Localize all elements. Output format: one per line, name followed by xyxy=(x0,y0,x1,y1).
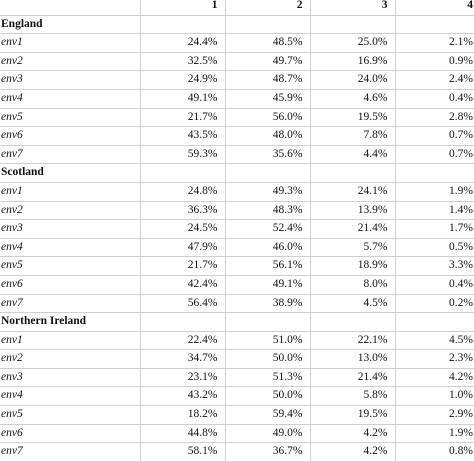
value-cell-col-3: 24.1% xyxy=(310,182,395,201)
value-cell-col-4: 0.5% xyxy=(395,238,474,257)
table-row xyxy=(0,34,474,53)
value-cell-col-3: 4.6% xyxy=(310,89,395,108)
value-cell-col-1: 34.7% xyxy=(140,350,225,369)
value-cell-col-4: 1.0% xyxy=(395,387,474,406)
value-cell-col-3: 13.9% xyxy=(310,201,395,220)
table-row xyxy=(0,127,474,146)
table-row xyxy=(0,89,474,108)
value-cell-col-4: 0.8% xyxy=(395,443,474,461)
value-cell-col-2: 50.0% xyxy=(225,350,310,369)
value-cell-col-3: 4.2% xyxy=(310,424,395,443)
table-row xyxy=(0,350,474,369)
row-label: env7 xyxy=(0,294,140,313)
group-blank-cell xyxy=(140,313,225,332)
group-name: Northern Ireland xyxy=(0,313,140,332)
group-blank-cell xyxy=(310,164,395,183)
value-cell-col-2: 56.0% xyxy=(225,108,310,127)
value-cell-col-1: 24.4% xyxy=(140,34,225,53)
value-cell-col-3: 21.4% xyxy=(310,220,395,239)
header-cell-label xyxy=(0,0,140,15)
table-row xyxy=(0,220,474,239)
group-blank-cell xyxy=(310,15,395,34)
value-cell-col-3: 22.1% xyxy=(310,331,395,350)
group-header-row xyxy=(0,15,474,34)
row-label: env3 xyxy=(0,71,140,90)
value-cell-col-2: 48.5% xyxy=(225,34,310,53)
value-cell-col-4: 0.7% xyxy=(395,145,474,164)
table-header xyxy=(0,0,474,15)
group-header-row xyxy=(0,313,474,332)
value-cell-col-4: 0.2% xyxy=(395,294,474,313)
table-row xyxy=(0,443,474,461)
value-cell-col-1: 22.4% xyxy=(140,331,225,350)
row-label: env2 xyxy=(0,350,140,369)
header-cell-col-4: 4 xyxy=(395,0,474,15)
value-cell-col-1: 24.8% xyxy=(140,182,225,201)
value-cell-col-4: 2.9% xyxy=(395,406,474,425)
group-header-row xyxy=(0,164,474,183)
row-label: env5 xyxy=(0,257,140,276)
value-cell-col-4: 4.2% xyxy=(395,368,474,387)
value-cell-col-3: 5.7% xyxy=(310,238,395,257)
value-cell-col-2: 52.4% xyxy=(225,220,310,239)
value-cell-col-2: 36.7% xyxy=(225,443,310,461)
value-cell-col-4: 2.4% xyxy=(395,71,474,90)
value-cell-col-3: 4.2% xyxy=(310,443,395,461)
table-body xyxy=(0,15,474,461)
group-blank-cell xyxy=(225,164,310,183)
row-label: env3 xyxy=(0,220,140,239)
value-cell-col-4: 0.4% xyxy=(395,275,474,294)
value-cell-col-1: 49.1% xyxy=(140,89,225,108)
value-cell-col-3: 4.4% xyxy=(310,145,395,164)
value-cell-col-3: 19.5% xyxy=(310,108,395,127)
group-blank-cell xyxy=(140,164,225,183)
value-cell-col-2: 51.3% xyxy=(225,368,310,387)
table-row xyxy=(0,275,474,294)
table-row xyxy=(0,145,474,164)
value-cell-col-4: 2.1% xyxy=(395,34,474,53)
row-label: env4 xyxy=(0,387,140,406)
value-cell-col-4: 3.3% xyxy=(395,257,474,276)
row-label: env3 xyxy=(0,368,140,387)
table-row xyxy=(0,331,474,350)
row-label: env6 xyxy=(0,127,140,146)
group-blank-cell xyxy=(395,313,474,332)
row-label: env6 xyxy=(0,275,140,294)
value-cell-col-4: 2.8% xyxy=(395,108,474,127)
value-cell-col-1: 58.1% xyxy=(140,443,225,461)
value-cell-col-2: 50.0% xyxy=(225,387,310,406)
value-cell-col-2: 49.0% xyxy=(225,424,310,443)
value-cell-col-3: 7.8% xyxy=(310,127,395,146)
value-cell-col-1: 32.5% xyxy=(140,52,225,71)
row-label: env1 xyxy=(0,182,140,201)
value-cell-col-1: 47.9% xyxy=(140,238,225,257)
value-cell-col-4: 1.4% xyxy=(395,201,474,220)
header-cell-col-2: 2 xyxy=(225,0,310,15)
header-row xyxy=(0,0,474,15)
table-row xyxy=(0,238,474,257)
value-cell-col-2: 59.4% xyxy=(225,406,310,425)
table-row xyxy=(0,294,474,313)
value-cell-col-3: 19.5% xyxy=(310,406,395,425)
row-label: env4 xyxy=(0,89,140,108)
table-row xyxy=(0,424,474,443)
value-cell-col-2: 46.0% xyxy=(225,238,310,257)
value-cell-col-3: 5.8% xyxy=(310,387,395,406)
table-row xyxy=(0,52,474,71)
value-cell-col-2: 56.1% xyxy=(225,257,310,276)
row-label: env1 xyxy=(0,331,140,350)
table-row xyxy=(0,257,474,276)
value-cell-col-1: 56.4% xyxy=(140,294,225,313)
row-label: env2 xyxy=(0,52,140,71)
table-row xyxy=(0,108,474,127)
value-cell-col-4: 0.4% xyxy=(395,89,474,108)
value-cell-col-3: 24.0% xyxy=(310,71,395,90)
value-cell-col-2: 35.6% xyxy=(225,145,310,164)
value-cell-col-4: 0.7% xyxy=(395,127,474,146)
value-cell-col-4: 1.9% xyxy=(395,424,474,443)
row-label: env7 xyxy=(0,443,140,461)
group-blank-cell xyxy=(225,313,310,332)
value-cell-col-2: 51.0% xyxy=(225,331,310,350)
value-cell-col-1: 59.3% xyxy=(140,145,225,164)
header-cell-col-1: 1 xyxy=(140,0,225,15)
value-cell-col-4: 0.9% xyxy=(395,52,474,71)
value-cell-col-2: 38.9% xyxy=(225,294,310,313)
value-cell-col-4: 1.7% xyxy=(395,220,474,239)
value-cell-col-1: 23.1% xyxy=(140,368,225,387)
header-cell-col-3: 3 xyxy=(310,0,395,15)
value-cell-col-4: 1.9% xyxy=(395,182,474,201)
value-cell-col-2: 45.9% xyxy=(225,89,310,108)
table-row xyxy=(0,201,474,220)
value-cell-col-2: 48.0% xyxy=(225,127,310,146)
table-row xyxy=(0,368,474,387)
table-row xyxy=(0,182,474,201)
group-blank-cell xyxy=(310,313,395,332)
table-row xyxy=(0,387,474,406)
value-cell-col-4: 2.3% xyxy=(395,350,474,369)
value-cell-col-1: 24.5% xyxy=(140,220,225,239)
group-blank-cell xyxy=(225,15,310,34)
row-label: env5 xyxy=(0,108,140,127)
value-cell-col-1: 42.4% xyxy=(140,275,225,294)
row-label: env1 xyxy=(0,34,140,53)
group-name: England xyxy=(0,15,140,34)
value-cell-col-1: 44.8% xyxy=(140,424,225,443)
value-cell-col-1: 43.2% xyxy=(140,387,225,406)
group-blank-cell xyxy=(395,164,474,183)
value-cell-col-3: 13.0% xyxy=(310,350,395,369)
row-label: env5 xyxy=(0,406,140,425)
group-blank-cell xyxy=(395,15,474,34)
value-cell-col-1: 36.3% xyxy=(140,201,225,220)
value-cell-col-1: 24.9% xyxy=(140,71,225,90)
value-cell-col-1: 21.7% xyxy=(140,108,225,127)
value-cell-col-1: 18.2% xyxy=(140,406,225,425)
table-row xyxy=(0,71,474,90)
value-cell-col-1: 21.7% xyxy=(140,257,225,276)
value-cell-col-3: 8.0% xyxy=(310,275,395,294)
value-cell-col-2: 49.7% xyxy=(225,52,310,71)
value-cell-col-3: 18.9% xyxy=(310,257,395,276)
row-label: env7 xyxy=(0,145,140,164)
value-cell-col-3: 21.4% xyxy=(310,368,395,387)
value-cell-col-3: 16.9% xyxy=(310,52,395,71)
value-cell-col-2: 48.7% xyxy=(225,71,310,90)
row-label: env4 xyxy=(0,238,140,257)
row-label: env2 xyxy=(0,201,140,220)
value-cell-col-3: 25.0% xyxy=(310,34,395,53)
group-name: Scotland xyxy=(0,164,140,183)
value-cell-col-1: 43.5% xyxy=(140,127,225,146)
value-cell-col-2: 49.3% xyxy=(225,182,310,201)
row-label: env6 xyxy=(0,424,140,443)
value-cell-col-2: 48.3% xyxy=(225,201,310,220)
value-cell-col-4: 4.5% xyxy=(395,331,474,350)
value-cell-col-2: 49.1% xyxy=(225,275,310,294)
value-cell-col-3: 4.5% xyxy=(310,294,395,313)
group-blank-cell xyxy=(140,15,225,34)
